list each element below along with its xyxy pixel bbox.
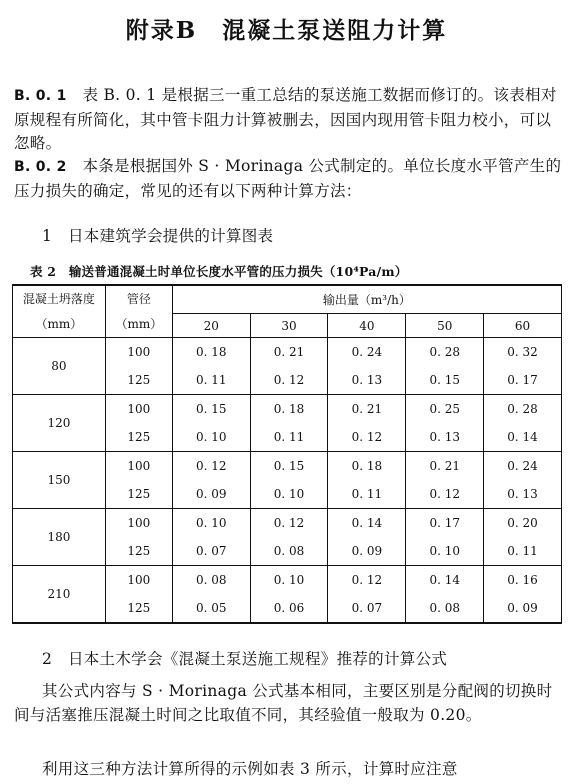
pressure-loss-value: 0. 06 — [273, 601, 305, 615]
pressure-loss-value: 0. 14 — [429, 573, 460, 587]
diameter-value: 100 — [127, 402, 151, 416]
pressure-loss-value: 0. 05 — [195, 601, 227, 615]
value-cell — [406, 566, 484, 624]
pressure-loss-value: 0. 11 — [507, 544, 538, 558]
header-diameter: 管径 （mm） — [105, 285, 172, 338]
value-cell — [328, 338, 406, 395]
table-row — [13, 338, 562, 395]
pressure-loss-value: 0. 16 — [507, 573, 538, 587]
header-output: 输出量（m³/h） — [172, 285, 561, 314]
pressure-loss-value: 0. 13 — [507, 487, 538, 501]
paragraph-formula: 其公式内容与 S · Morinaga 公式基本相同，主要区别是分配阀的切换时间与活塞推压混凝土时间之比取值不同，其经验值一般取为 0.20。 — [14, 682, 553, 724]
value-cell — [250, 338, 328, 395]
pressure-loss-value: 0. 11 — [195, 373, 227, 387]
pressure-loss-value: 0. 10 — [195, 430, 227, 444]
pressure-loss-value: 0. 10 — [195, 516, 227, 530]
output-col-header: 20 — [172, 314, 250, 338]
output-col-header: 50 — [406, 314, 484, 338]
value-cell — [484, 566, 562, 624]
diameter-value: 125 — [127, 487, 151, 501]
pressure-loss-value: 0. 14 — [351, 516, 383, 530]
pressure-loss-value: 0. 25 — [429, 402, 460, 416]
pressure-loss-value: 0. 21 — [351, 402, 383, 416]
output-col-header: 60 — [484, 314, 562, 338]
pressure-loss-value: 0. 12 — [273, 516, 305, 530]
pressure-loss-value: 0. 15 — [195, 402, 227, 416]
value-cell — [250, 509, 328, 566]
header-slump: 混凝土坍落度 （mm） — [13, 285, 106, 338]
value-cell — [328, 395, 406, 452]
value-cell — [406, 338, 484, 395]
diameter-value: 100 — [127, 459, 151, 473]
page-title: 附录B 混凝土泵送阻力计算 — [125, 17, 448, 44]
pressure-loss-value: 0. 15 — [273, 459, 305, 473]
diameter-cell — [105, 395, 172, 452]
pressure-loss-value: 0. 11 — [351, 487, 383, 501]
clause-number: B. 0. 2 — [14, 159, 67, 175]
pressure-loss-value: 0. 10 — [273, 573, 305, 587]
value-cell — [172, 338, 250, 395]
diameter-value: 125 — [127, 601, 151, 615]
pressure-loss-value: 0. 24 — [351, 345, 383, 359]
pressure-loss-value: 0. 08 — [429, 601, 460, 615]
diameter-cell — [105, 509, 172, 566]
value-cell — [484, 452, 562, 509]
value-cell — [172, 566, 250, 624]
table-row — [13, 452, 562, 509]
paragraph-example: 利用这三种方法计算所得的示例如表 3 所示，计算时应注意 — [42, 760, 458, 778]
pressure-loss-value: 0. 14 — [507, 430, 538, 444]
pressure-loss-value: 0. 21 — [273, 345, 305, 359]
pressure-loss-value: 0. 15 — [429, 373, 460, 387]
slump-cell: 180 — [13, 509, 106, 566]
pressure-loss-value: 0. 10 — [273, 487, 305, 501]
value-cell — [484, 395, 562, 452]
value-cell — [484, 338, 562, 395]
slump-cell: 150 — [13, 452, 106, 509]
paragraph-b01 — [14, 84, 562, 156]
pressure-loss-value: 0. 12 — [195, 459, 227, 473]
clause-number: B. 0. 1 — [14, 88, 67, 104]
value-cell — [406, 509, 484, 566]
pressure-loss-value: 0. 18 — [195, 345, 227, 359]
value-cell — [250, 395, 328, 452]
pressure-loss-value: 0. 21 — [429, 459, 460, 473]
value-cell — [406, 395, 484, 452]
value-cell — [328, 509, 406, 566]
diameter-value: 100 — [127, 516, 151, 530]
pressure-loss-value: 0. 18 — [273, 402, 305, 416]
pressure-loss-value: 0. 18 — [351, 459, 383, 473]
value-cell — [172, 509, 250, 566]
pressure-loss-value: 0. 12 — [351, 573, 383, 587]
slump-cell: 80 — [13, 338, 106, 395]
diameter-value: 100 — [127, 573, 151, 587]
pressure-loss-value: 0. 07 — [351, 601, 383, 615]
slump-cell: 210 — [13, 566, 106, 624]
value-cell — [250, 452, 328, 509]
pressure-loss-table — [12, 284, 562, 624]
diameter-value: 125 — [127, 430, 151, 444]
clause-text: 表 B. 0. 1 是根据三一重工总结的泵送施工数据而修订的。该表相对原规程有所简化，其中管卡阻力计算被删去，因国内现用管卡阻力校小，可以忽略。 — [14, 86, 557, 152]
pressure-loss-value: 0. 12 — [429, 487, 460, 501]
diameter-value: 125 — [127, 373, 151, 387]
table-row — [13, 509, 562, 566]
pressure-loss-value: 0. 24 — [507, 459, 538, 473]
value-cell — [484, 509, 562, 566]
pressure-loss-value: 0. 08 — [195, 573, 227, 587]
paragraph-b02 — [14, 155, 562, 203]
pressure-loss-value: 0. 09 — [351, 544, 383, 558]
pressure-loss-value: 0. 09 — [195, 487, 227, 501]
diameter-value: 125 — [127, 544, 151, 558]
table-row — [13, 566, 562, 624]
value-cell — [172, 452, 250, 509]
value-cell — [328, 452, 406, 509]
pressure-loss-value: 0. 12 — [273, 373, 305, 387]
value-cell — [328, 566, 406, 624]
method-1-heading: 1 日本建筑学会提供的计算图表 — [42, 227, 274, 245]
diameter-cell — [105, 338, 172, 395]
output-col-header: 40 — [328, 314, 406, 338]
value-cell — [250, 566, 328, 624]
slump-cell: 120 — [13, 395, 106, 452]
pressure-loss-value: 0. 13 — [429, 430, 460, 444]
pressure-loss-value: 0. 11 — [273, 430, 305, 444]
pressure-loss-value: 0. 07 — [195, 544, 227, 558]
output-col-header: 30 — [250, 314, 328, 338]
pressure-loss-value: 0. 28 — [429, 345, 460, 359]
value-cell — [172, 395, 250, 452]
pressure-loss-value: 0. 28 — [507, 402, 538, 416]
pressure-loss-value: 0. 10 — [429, 544, 460, 558]
pressure-loss-value: 0. 32 — [507, 345, 538, 359]
method-2-heading: 2 日本土木学会《混凝土泵送施工规程》推荐的计算公式 — [42, 650, 448, 668]
table-row — [13, 395, 562, 452]
clause-text: 本条是根据国外 S · Morinaga 公式制定的。单位长度水平管产生的压力损失的确定，常见的还有以下两种计算方法： — [14, 157, 562, 200]
pressure-loss-value: 0. 13 — [351, 373, 383, 387]
diameter-cell — [105, 566, 172, 624]
pressure-loss-value: 0. 09 — [507, 601, 538, 615]
pressure-loss-value: 0. 20 — [507, 516, 538, 530]
table-caption: 表 2 输送普通混凝土时单位长度水平管的压力损失（10⁴Pa/m） — [30, 264, 408, 279]
diameter-cell — [105, 452, 172, 509]
pressure-loss-value: 0. 12 — [351, 430, 383, 444]
pressure-loss-value: 0. 17 — [429, 516, 460, 530]
diameter-value: 100 — [127, 345, 151, 359]
pressure-loss-value: 0. 17 — [507, 373, 538, 387]
pressure-loss-value: 0. 08 — [273, 544, 305, 558]
value-cell — [406, 452, 484, 509]
